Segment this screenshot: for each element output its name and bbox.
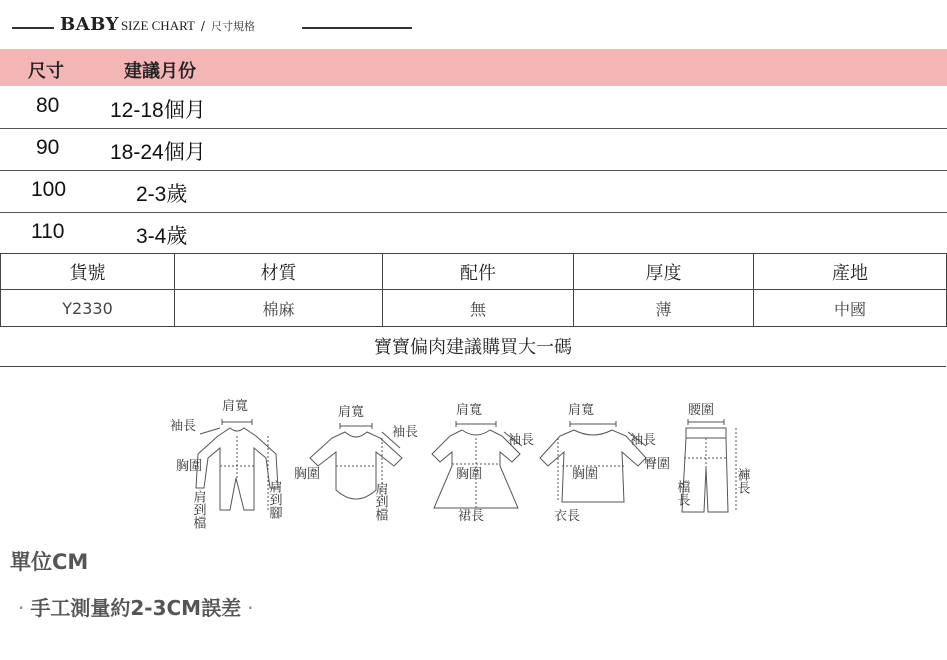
bullet-dot: · (247, 596, 254, 620)
bodysuit-diagram (310, 423, 402, 500)
spec-header-origin: 產地 (754, 254, 947, 290)
header-line-right (302, 27, 412, 29)
brand-text: BABY (60, 14, 119, 35)
size-value: 90 (36, 136, 60, 159)
spec-header-accessories: 配件 (383, 254, 574, 290)
spec-thickness: 薄 (574, 290, 754, 327)
age-value: 2-3歲 (136, 183, 188, 206)
pants-diagram (682, 419, 736, 512)
top-sleeve-length-label: 袖長 (630, 433, 657, 448)
bodysuit-chest-label: 胸圍 (294, 467, 321, 482)
spec-header-row (1, 254, 947, 290)
spec-header-material: 材質 (175, 254, 383, 290)
spec-material: 棉麻 (175, 290, 383, 327)
size-column-header: 尺寸 (28, 61, 64, 82)
bodysuit-shoulder-to-crotch-label: 肩到檔 (372, 482, 388, 521)
spec-origin: 中國 (754, 290, 947, 327)
size-value: 110 (31, 220, 65, 243)
spec-value-row (1, 290, 947, 327)
romper-sleeve-length-label: 袖長 (170, 419, 197, 434)
bodysuit-sleeve-length-label: 袖長 (392, 425, 419, 440)
pants-rise-label: 檔長 (674, 480, 690, 506)
age-column-header: 建議月份 (124, 61, 196, 82)
pants-length-label: 褲長 (734, 468, 750, 494)
age-value: 3-4歲 (136, 225, 188, 248)
measurement-diagrams (160, 392, 770, 542)
dress-shoulder-width-label: 肩寬 (456, 403, 483, 418)
tolerance-text: 手工測量約2-3CM誤差 (30, 596, 242, 620)
age-value: 18-24個月 (110, 141, 206, 164)
size-row (0, 128, 947, 171)
spec-item-no: Y2330 (1, 290, 175, 327)
top-chest-label: 胸圍 (572, 467, 599, 482)
tolerance-note (12, 592, 259, 621)
dress-chest-label: 胸圍 (456, 467, 483, 482)
romper-shoulder-to-crotch-label: 肩到檔 (190, 490, 206, 529)
size-value: 80 (36, 94, 60, 117)
spec-accessories: 無 (383, 290, 574, 327)
bullet-dot: · (18, 596, 25, 620)
pants-waist-label: 腰圍 (688, 403, 715, 418)
top-shoulder-width-label: 肩寬 (568, 403, 595, 418)
size-row (0, 170, 947, 213)
header-subtitle-zh: 尺寸規格 (210, 20, 255, 33)
size-value: 100 (31, 178, 67, 201)
bodysuit-shoulder-width-label: 肩寬 (338, 405, 365, 420)
age-value: 12-18個月 (110, 99, 206, 122)
size-row (0, 86, 947, 129)
top-length-label: 衣長 (554, 509, 581, 524)
header-line-left (12, 27, 54, 29)
header-subtitle: SIZE CHART (120, 18, 195, 33)
romper-shoulder-width-label: 肩寬 (222, 399, 249, 414)
spec-header-thickness: 厚度 (574, 254, 754, 290)
size-row (0, 212, 947, 254)
header-separator: / (200, 19, 205, 33)
dress-sleeve-length-label: 袖長 (508, 433, 535, 448)
size-table-header (0, 49, 947, 86)
spec-header-item-no: 貨號 (1, 254, 175, 290)
product-spec-table (0, 253, 947, 327)
romper-shoulder-to-foot-label: 肩到腳 (266, 480, 282, 519)
size-chart-header (0, 14, 420, 44)
header-title (60, 14, 255, 35)
unit-label: 單位CM (10, 550, 89, 574)
pants-hip-label: 臀圍 (644, 457, 671, 472)
romper-chest-label: 胸圍 (176, 459, 203, 474)
size-advice-note: 寶寶偏肉建議購買大一碼 (0, 330, 946, 367)
dress-skirt-length-label: 裙長 (458, 509, 485, 524)
